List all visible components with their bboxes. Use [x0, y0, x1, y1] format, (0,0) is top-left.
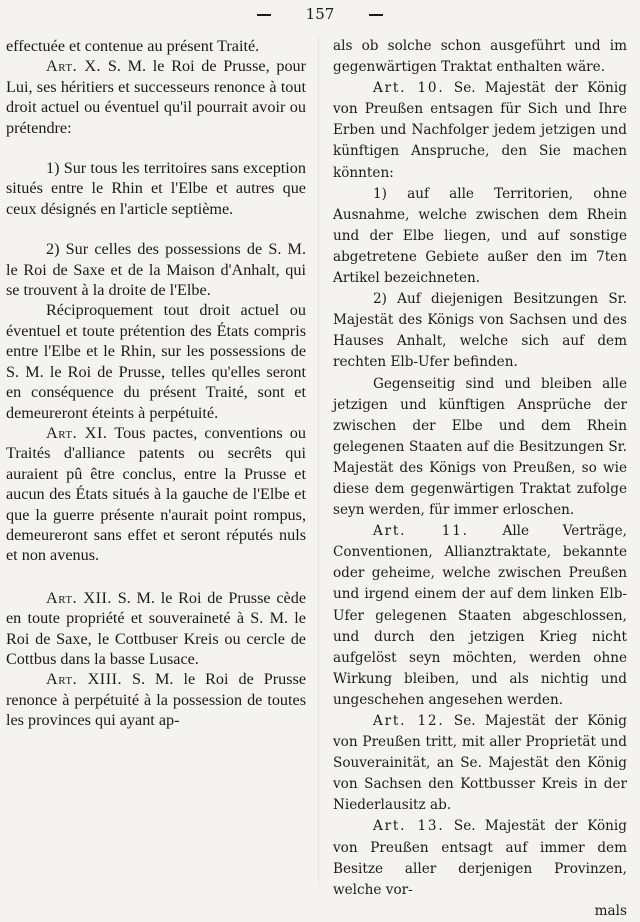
header-dash-left [257, 14, 271, 16]
fr-art13-text: S. M. le Roi de Prusse renonce à perpétuité à la possession de toutes les provinces qui ayant ap- [6, 670, 307, 730]
de-art10-text: Se. Majestät der König von Preußen entsagen für Sich und Ihre Erben und Nachfolger jedem jetzigen und künftigen Anspruche, den Sie machen könnten: [333, 80, 627, 181]
german-column [333, 36, 627, 919]
fr-art13-label: Art. XIII. [46, 670, 123, 689]
fr-item-1: 1) Sur tous les territoires sans exception situés entre le Rhin et l'Elbe et autres que ceux désignés en l'article septième. [6, 159, 306, 218]
column-divider [318, 36, 319, 885]
fr-article-10 [6, 56, 306, 138]
fr-reciprocity: Réciproquement tout droit actuel ou éventuel et toute prétention des États compris entre l'Elbe et le Rhin, sur les possessions de S. M. le Roi de Prusse, telles qu'elles seront en conséquence du présent Traité, sont et demeureront éteints à perpétuité. [6, 301, 306, 422]
de-art13-text: Se. Majestät der König von Preußen entsagt auf immer dem Besitze aller derjenigen Provinzen, welche vor- [333, 818, 627, 898]
de-continuation: als ob solche schon ausgeführt und im gegenwärtigen Traktat enthalten wäre. [333, 38, 627, 76]
page-number: 157 [305, 5, 335, 23]
de-catchword: mals [594, 902, 627, 919]
spacer [6, 219, 306, 239]
de-article-11 [333, 521, 627, 711]
de-item-2: 2) Auf diejenigen Besitzungen Sr. Majestät des Königs von Sachsen und des Hauses Anhalt, welche sich auf dem rechten Elb-Ufer befinden. [333, 291, 627, 371]
de-art13-label: Art. 13. [373, 818, 445, 835]
de-art11-label: Art. 11. [373, 523, 469, 540]
spacer [6, 566, 306, 588]
de-article-12 [333, 711, 627, 816]
de-item-1: 1) auf alle Territorien, ohne Ausnahme, welche zwischen dem Rhein und der Elbe liegen, und auf sonstige abgetretene Gebiete außer den im 7ten Artikel bezeichneten. [333, 185, 627, 287]
fr-continuation: effectuée et contenue au présent Traité. [6, 37, 260, 55]
fr-art11-label: Art. XI. [46, 423, 108, 442]
de-art11-text: Alle Verträge, Conventionen, Allianztraktate, bekannte oder geheime, welche zwischen Preußen und irgend einem der auf dem linken Elb-Ufer gelegenen Staaten abgeschlossen, und durch den jetzigen Krieg nicht aufgelöst seyn möchten, werden ohne Wirkung bleiben, und als nichtig und ungeschehen angesehen werden. [333, 523, 627, 708]
de-art10-label: Art. 10. [373, 80, 445, 97]
fr-art10-text: S. M. le Roi de Prusse, pour Lui, ses héritiers et successeurs renonce à tout droit actuel ou éventuel qu'il pourrait avoir ou prétendre: [6, 57, 307, 137]
page-header [0, 4, 640, 24]
fr-art12-text: S. M. le Roi de Prusse cède en toute propriété et souveraineté à S. M. le Roi de Saxe, le Cottbuser Kreis ou cercle de Cottbus dans la basse Lusace. [6, 588, 307, 668]
fr-article-13 [6, 669, 306, 730]
de-reciprocity: Gegenseitig sind und bleiben alle jetzigen und künftigen Ansprüche der zwischen der Elbe und dem Rhein gelegenen Staaten auf die Besitzungen Sr. Majestät des Königs von Preußen, so wie diese dem gegenwärtigen Traktat zufolge seyn werden, für immer erloschen. [333, 375, 627, 519]
de-art12-text: Se. Majestät der König von Preußen tritt, mit aller Proprietät und Souverainität, an Se. Majestät den König von Sachsen den Kottbusser Kreis in der Niederlausitz ab. [333, 713, 627, 814]
fr-article-12 [6, 588, 306, 670]
fr-art11-text: Tous pactes, conventions ou Traités d'alliance patents ou secrêts qui auraient pû être conclus, entre la Prusse et aucun des États situés à la gauche de l'Elbe et que la guerre présente n'aurait point rompus, demeureront sans effet et seront réputés nuls et non avenus. [6, 423, 306, 565]
fr-item-2: 2) Sur celles des possessions de S. M. le Roi de Saxe et de la Maison d'Anhalt, qui se trouvent à la droite de l'Elbe. [6, 240, 306, 300]
fr-art12-label: Art. XII. [46, 588, 112, 607]
spacer [6, 138, 306, 158]
fr-art10-label: Art. X. [46, 57, 102, 76]
fr-article-11 [6, 423, 306, 566]
de-article-10 [333, 78, 627, 183]
de-art12-label: Art. 12. [373, 713, 445, 729]
header-dash-right [369, 14, 383, 16]
french-column [6, 36, 306, 885]
de-article-13 [333, 816, 627, 900]
